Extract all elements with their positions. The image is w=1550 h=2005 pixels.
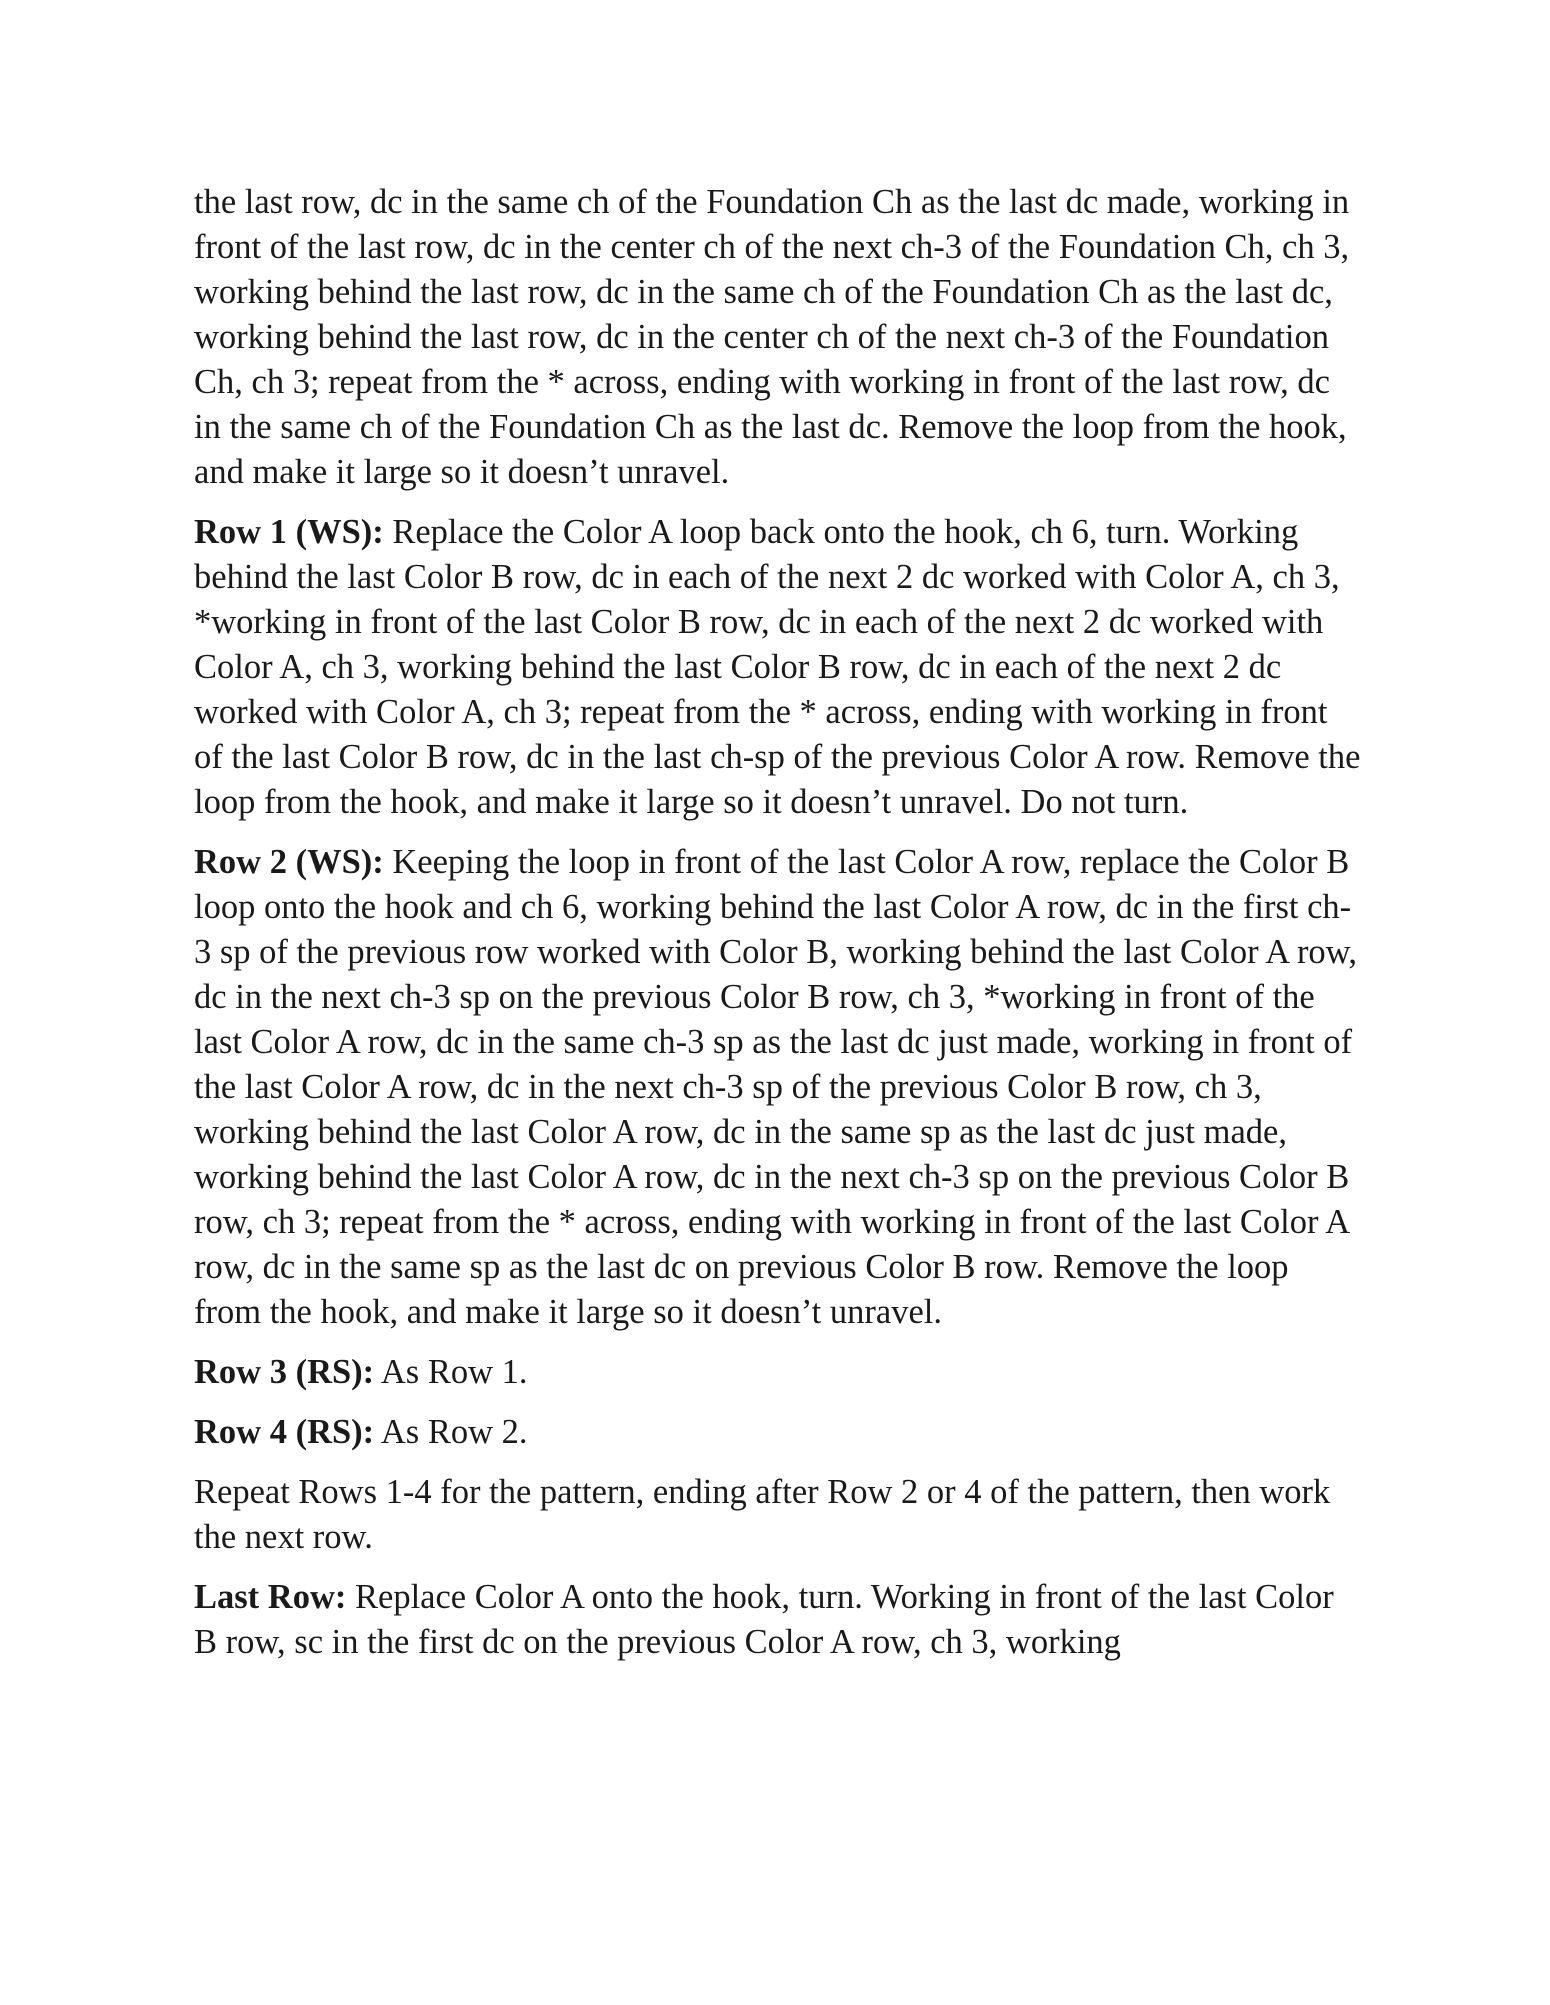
paragraph-text: the last row, dc in the same ch of the Foundation Ch as the last dc made, working in front of the last row, dc in the center ch of the next ch-3 of the Foundation Ch, ch 3, working behind the last row, dc in the same ch of the Foundation Ch as the last dc, working behind the last row, dc in the center ch of the next ch-3 of the Foundation Ch, ch 3; repeat from the * across, ending with working in front of the last row, dc in the same ch of the Foundation Ch as the last dc. Remove the loop from the hook, and make it large so it doesn’t unravel. [194,183,1350,491]
paragraph-text: Replace the Color A loop back onto the hook, ch 6, turn. Working behind the last Color B row, dc in each of the next 2 dc worked with Color A, ch 3, *working in front of the last Color B row, dc in each of the next 2 dc worked with Color A, ch 3, working behind the last Color B row, dc in each of the next 2 dc worked with Color A, ch 3; repeat from the * across, ending with working in front of the last Color B row, dc in the last ch-sp of the previous Color A row. Remove the loop from the hook, and make it large so it doesn’t unravel. Do not turn. [194,513,1361,821]
paragraph-continuation [194,180,1364,495]
paragraph-row-2 [194,840,1364,1335]
row-label: Row 1 (WS): [194,513,384,551]
row-label: Last Row: [194,1578,347,1616]
document-page [194,180,1364,1680]
paragraph-row-3 [194,1350,1364,1395]
paragraph-last-row [194,1575,1364,1665]
paragraph-text: As Row 1. [380,1353,528,1391]
paragraph-text: As Row 2. [380,1413,528,1451]
paragraph-text: Replace Color A onto the hook, turn. Working in front of the last Color B row, sc in the first dc on the previous Color A row, ch 3, working [194,1578,1334,1661]
row-label: Row 4 (RS): [194,1413,375,1451]
paragraph-row-4 [194,1410,1364,1455]
paragraph-text: Repeat Rows 1-4 for the pattern, ending after Row 2 or 4 of the pattern, then work the next row. [194,1473,1331,1556]
paragraph-text: Keeping the loop in front of the last Color A row, replace the Color B loop onto the hook and ch 6, working behind the last Color A row, dc in the first ch-3 sp of the previous row worked with Color B, working behind the last Color A row, dc in the next ch-3 sp on the previous Color B row, ch 3, *working in front of the last Color A row, dc in the same ch-3 sp as the last dc just made, working in front of the last Color A row, dc in the next ch-3 sp of the previous Color B row, ch 3, working behind the last Color A row, dc in the same sp as the last dc just made, working behind the last Color A row, dc in the next ch-3 sp on the previous Color B row, ch 3; repeat from the * across, ending with working in front of the last Color A row, dc in the same sp as the last dc on previous Color B row. Remove the loop from the hook, and make it large so it doesn’t unravel. [194,843,1357,1331]
row-label: Row 3 (RS): [194,1353,375,1391]
row-label: Row 2 (WS): [194,843,384,881]
paragraph-repeat [194,1470,1364,1560]
paragraph-row-1 [194,510,1364,825]
